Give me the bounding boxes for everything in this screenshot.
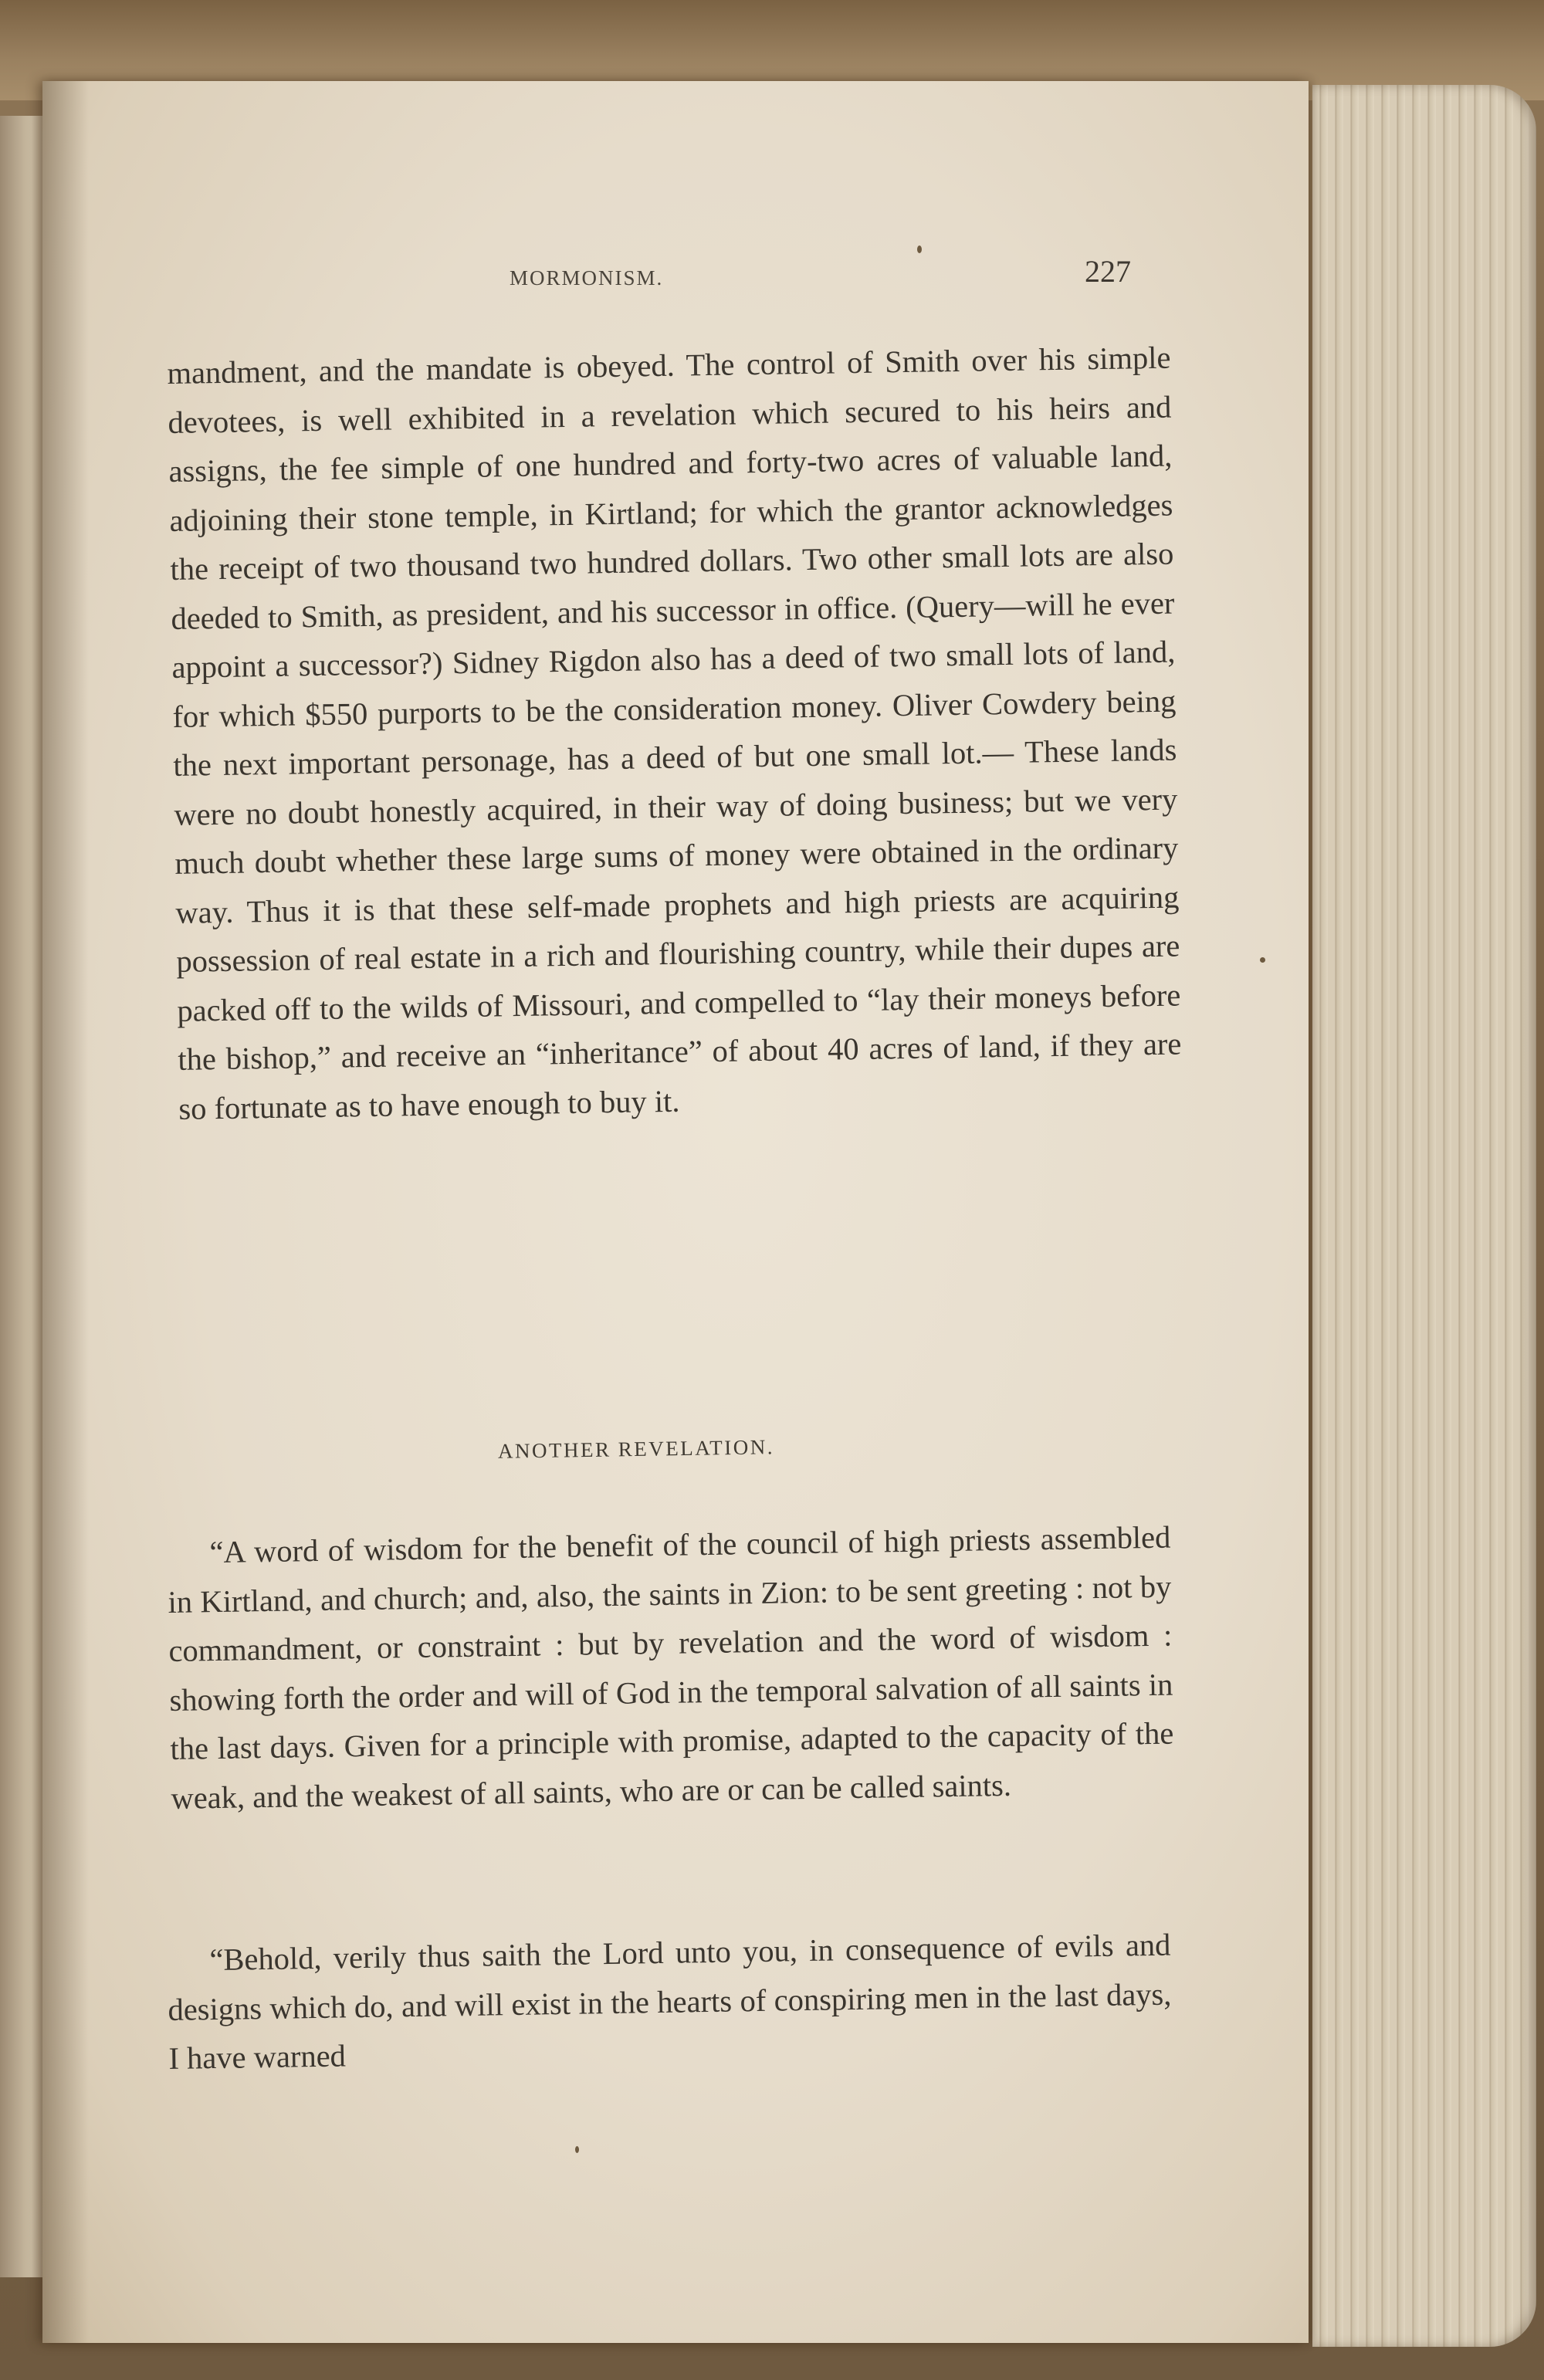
body-paragraph: mandment, and the mandate is obeyed. The control of Smith over his simple devotees, is well exhibited in a revelation which secured to his heirs and assigns, the fee simple of one hundred and forty-two acres of valuable land, adjoining their stone temple, in Kirtland; for which the grantor acknowledges the receipt of two thousand two hundred dollars. Two other small lots are also deeded to Smith, as president, and his successor in office. (Query—will he ever appoint a successor?) Sidney Rigdon also has a deed of two small lots of land, for which $550 purports to be the consideration money. Oliver Cowdery being the next important personage, has a deed of but one small lot.— These lands were no doubt honestly acquired, in their way of doing business; but we very much doubt whether these large sums of money were obtained in the ordinary way. Thus it is that these self-made prophets and high priests are acquiring possession of real estate in a rich and flourishing country, while their dupes are packed off to the wilds of Missouri, and compelled to “lay their moneys before the bishop,” and receive an “inheritance” of about 40 acres of land, if they are so fortunate as to have enough to buy it. — [167, 340, 1182, 1126]
facing-page-edge — [0, 116, 45, 2277]
paper-speck — [917, 245, 922, 253]
body-paragraph: “A word of wisdom for the benefit of the council of high priests assembled in Kirtland, and church; and, also, the saints in Zion: to be sent greeting : not by commandment, or constraint : but by revelation and the word of wisdom : showing forth the order and will of God in the temporal salvation of all saints in the last days. Given for a principle with promise, adapted to the capacity of the weak, and the weakest of all saints, who are or can be called saints. — [168, 1519, 1174, 1816]
paper-speck — [1260, 957, 1265, 963]
paper-speck — [575, 2146, 579, 2153]
page-number: 227 — [1085, 254, 1131, 289]
gutter-shadow — [42, 81, 89, 2343]
body-paragraph: “Behold, verily thus saith the Lord unto you, in consequence of evils and designs which do, and will exist in the hearts of conspiring men in the last days, I have warned — [168, 1927, 1172, 2076]
running-head: MORMONISM. — [510, 266, 664, 289]
page-fore-edge — [1312, 85, 1536, 2347]
section-heading: ANOTHER REVELATION. — [497, 1435, 775, 1463]
